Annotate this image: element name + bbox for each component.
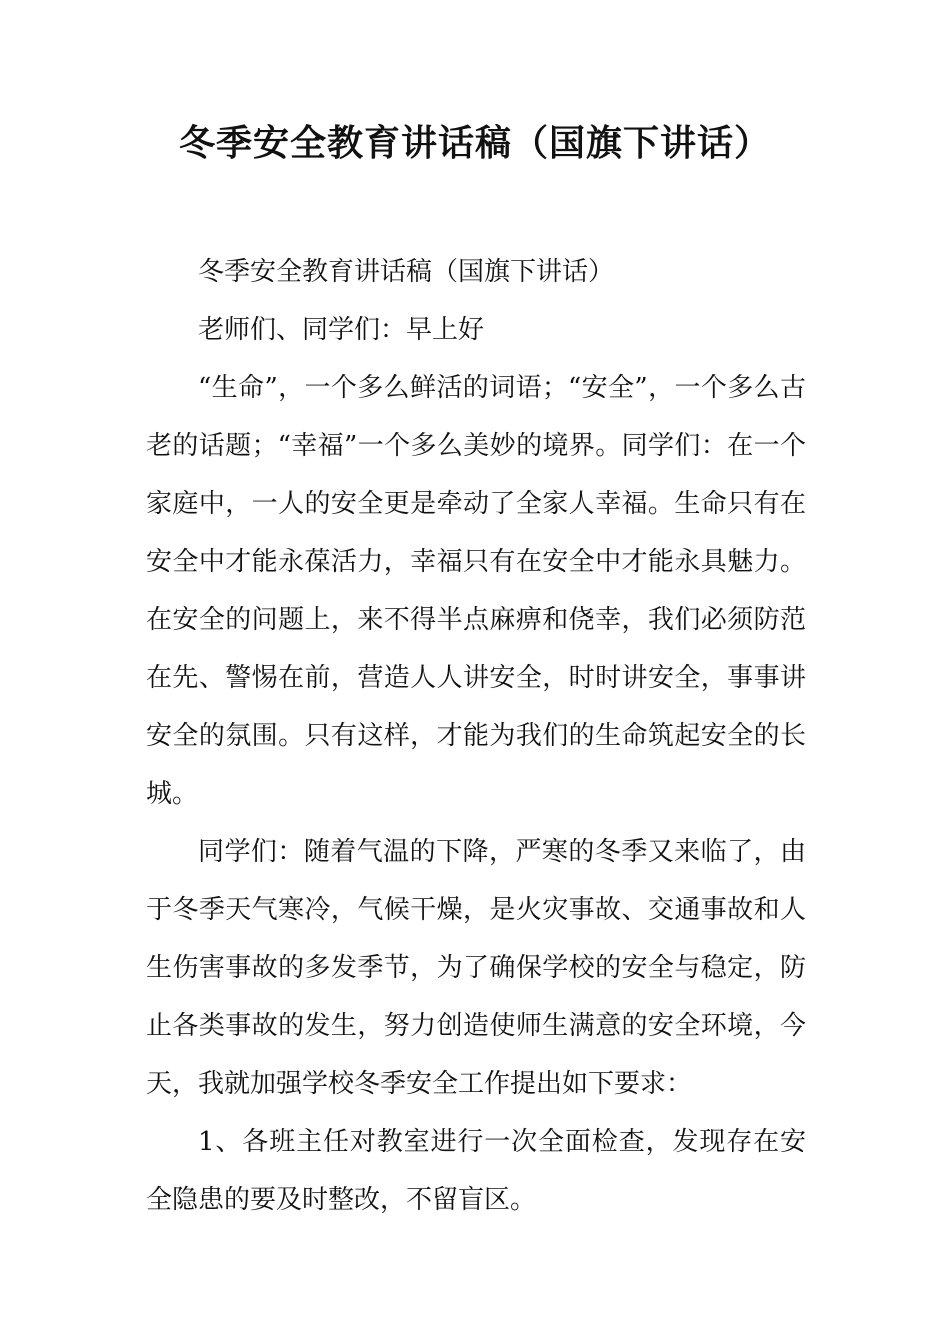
paragraph-context: 同学们：随着气温的下降，严寒的冬季又来临了，由于冬季天气寒冷，气候干燥，是火灾事故、交通事故和人生伤害事故的多发季节，为了确保学校的安全与稳定，防止各类事故的发生，努力创造使师生满意的安全环境，今天，我就加强学校冬季安全工作提出如下要求： xyxy=(146,837,806,1099)
paragraph-subtitle: 冬季安全教育讲话稿（国旗下讲话） xyxy=(198,257,615,287)
document-body xyxy=(146,243,806,1229)
paragraph-requirement-1: 1、各班主任对教室进行一次全面检查，发现存在安全隐患的要及时整改，不留盲区。 xyxy=(146,1127,806,1215)
document-title: 冬季安全教育讲话稿（国旗下讲话） xyxy=(178,123,771,164)
paragraph-greeting: 老师们、同学们：早上好 xyxy=(198,315,485,345)
paragraph-intro: “生命”，一个多么鲜活的词语；“安全”，一个多么古老的话题；“幸福”一个多么美妙的境界。同学们：在一个家庭中，一人的安全更是牵动了全家人幸福。生命只有在安全中才能永葆活力，幸福只有在安全中才能永具魅力。在安全的问题上，来不得半点麻痹和侥幸，我们必须防范在先、警惕在前，营造人人讲安全，时时讲安全，事事讲安全的氛围。只有这样，才能为我们的生命筑起安全的长城。 xyxy=(146,373,806,809)
